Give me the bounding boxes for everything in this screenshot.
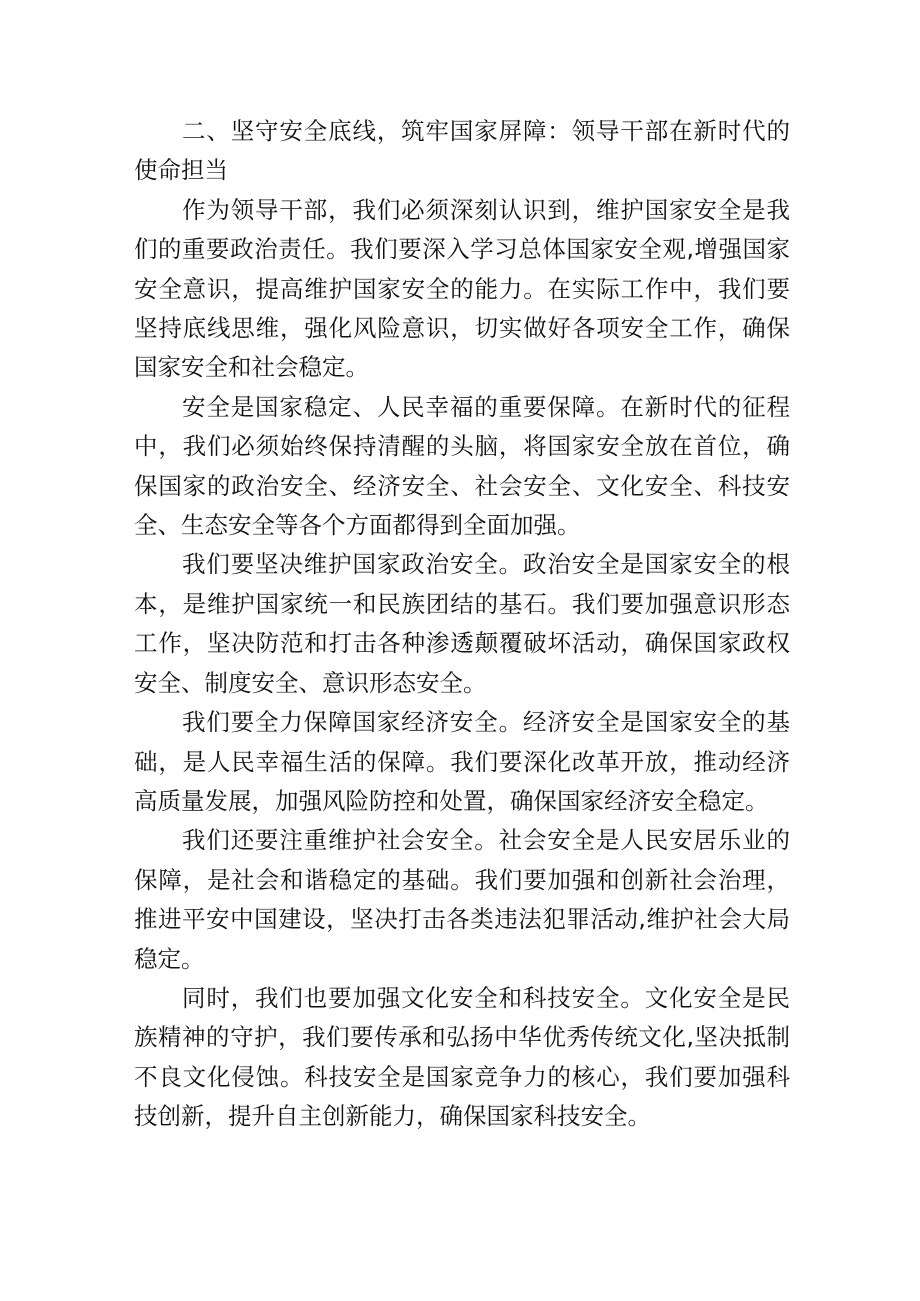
section-heading: 二、坚守安全底线，筑牢国家屏障：领导干部在新时代的使命担当: [134, 117, 790, 185]
paragraph: 同时，我们也要加强文化安全和科技安全。文化安全是民族精神的守护，我们要传承和弘扬中华优秀传统文化,坚决抵制不良文化侵蚀。科技安全是国家竞争力的核心，我们要加强科技创新，提升自主创新能力，确保国家科技安全。: [134, 983, 790, 1131]
paragraph: 作为领导干部，我们必须深刻认识到，维护国家安全是我们的重要政治责任。我们要深入学习总体国家安全观,增强国家安全意识，提高维护国家安全的能力。在实际工作中，我们要坚持底线思维，强化风险意识，切实做好各项安全工作，确保国家安全和社会稳定。: [134, 195, 790, 382]
paragraph: 我们还要注重维护社会安全。社会安全是人民安居乐业的保障，是社会和谐稳定的基础。我们要加强和创新社会治理，推进平安中国建设，坚决打击各类违法犯罪活动,维护社会大局稳定。: [134, 826, 790, 973]
document-body: [134, 112, 790, 1137]
paragraph: 安全是国家稳定、人民幸福的重要保障。在新时代的征程中，我们必须始终保持清醒的头脑，将国家安全放在首位，确保国家的政治安全、经济安全、社会安全、文化安全、科技安全、生态安全等各个方面都得到全面加强。: [134, 392, 790, 540]
paragraph: 我们要坚决维护国家政治安全。政治安全是国家安全的根本，是维护国家统一和民族团结的基石。我们要加强意识形态工作，坚决防范和打击各种渗透颠覆破坏活动，确保国家政权安全、制度安全、意识形态安全。: [134, 550, 790, 697]
paragraph: 我们要全力保障国家经济安全。经济安全是国家安全的基础，是人民幸福生活的保障。我们要深化改革开放，推动经济高质量发展，加强风险防控和处置，确保国家经济安全稳定。: [134, 708, 790, 815]
